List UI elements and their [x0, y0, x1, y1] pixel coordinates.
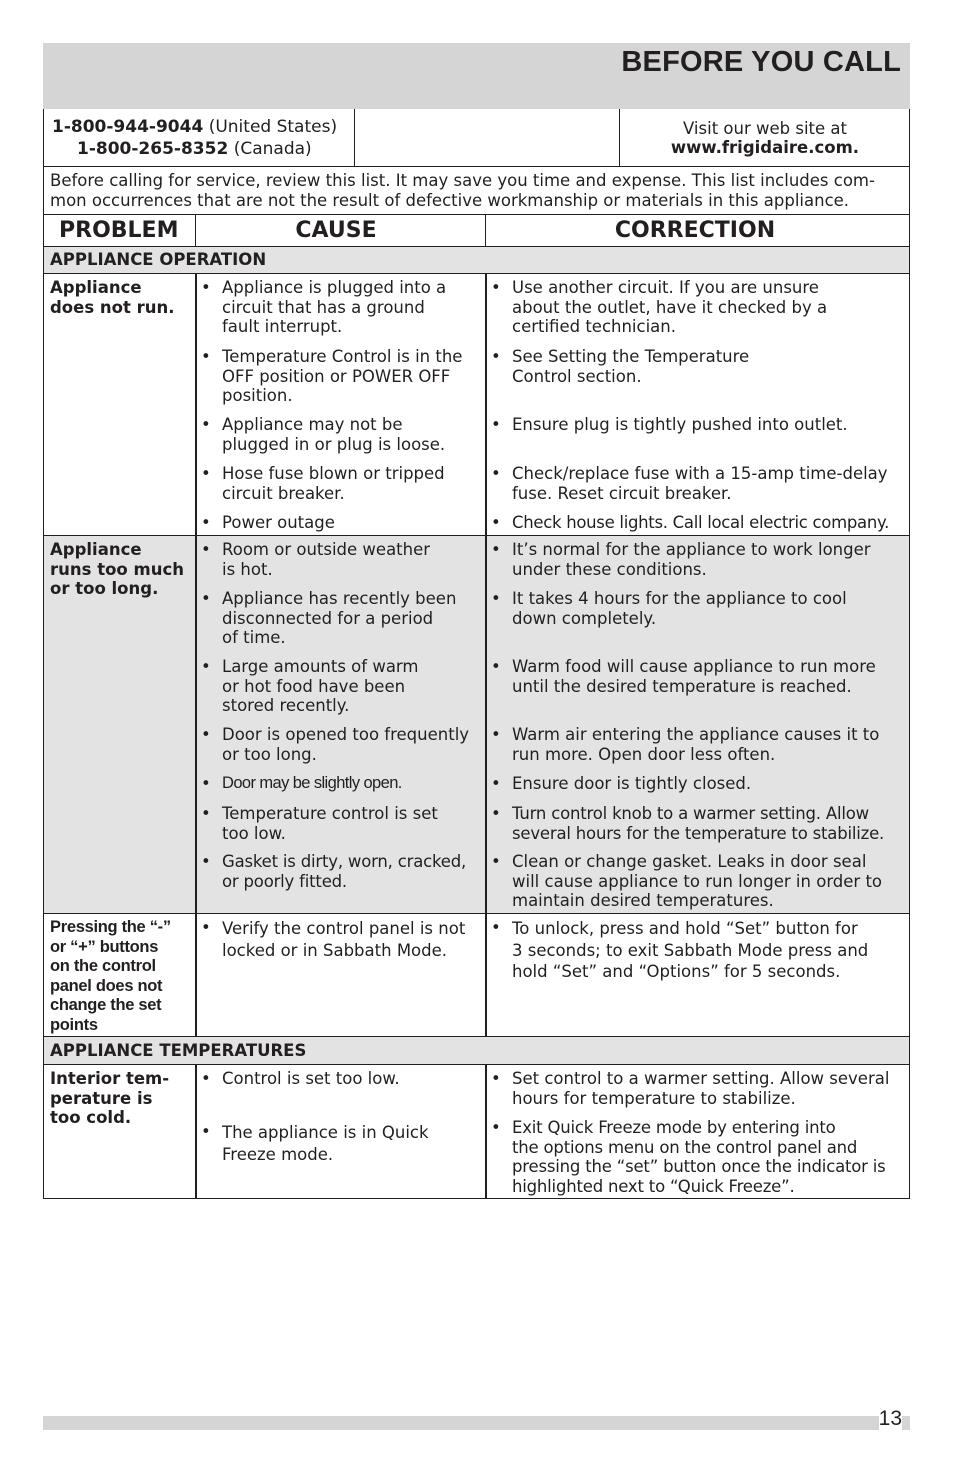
contact-blank-cell	[355, 109, 620, 166]
header-band	[43, 43, 910, 109]
phone-ca-label: (Canada)	[233, 139, 312, 159]
phone-us-line	[44, 116, 354, 138]
problem-group-too-cold: Interior tem- perature is too cold. • Control is set too low. • Set control to a warmer setting. Allow several hours for temperature to stabilize. • The appliance is in Quick Freeze mode. • Exit Quick Freeze mode by entering into the options menu on the control panel and pressing the “set” button once the indicator is highlighted next to “Quick Freeze”.	[43, 1065, 910, 1199]
page-number: 13	[878, 1407, 902, 1430]
contact-box	[43, 109, 910, 167]
column-header-cause: CAUSE	[195, 215, 486, 247]
intro-text: Before calling for service, review this list. It may save you time and expense. This list includes com- mon occurrences that are not the result of defective workmanship or materials in this appliance.	[43, 167, 910, 215]
problem-label: Pressing the “-” or “+” buttons on the control panel does not change the set points	[50, 918, 171, 1034]
section-title-text: APPLIANCE OPERATION	[50, 250, 267, 269]
problem-label: Appliance does not run.	[50, 278, 175, 317]
phone-us: 1-800-944-9044	[52, 117, 204, 137]
problem-label: Interior tem- perature is too cold.	[50, 1069, 170, 1127]
phone-ca-line	[44, 138, 354, 160]
phone-numbers	[44, 109, 355, 166]
section-title-temperatures	[43, 1037, 910, 1065]
website-info	[620, 109, 910, 166]
section-title-operation	[43, 247, 910, 274]
problem-group-does-not-run: Appliance does not run. • Appliance is plugged into a circuit that has a ground fault interrupt. • Use another circuit. If you are unsure about the outlet, have it checked by a certified technician. • Temperature Control is in the OFF position or POWER OFF position. • See Setting the Temperature Control section. • Appliance may not be plugged in or plug is loose. • Ensure plug is tightly pushed into outlet. • Hose fuse blown or tripped circuit breaker. • Check/replace fuse with a 15-amp time-delay fuse. Reset circuit breaker. • Power outage • Check house lights. Call local electric company.	[43, 274, 910, 536]
page-title: BEFORE YOU CALL	[621, 46, 901, 78]
column-header-problem: PROBLEM	[43, 215, 196, 247]
website-url: www.frigidaire.com.	[670, 138, 860, 157]
section-title-text: APPLIANCE TEMPERATURES	[50, 1041, 307, 1060]
website-intro: Visit our web site at	[683, 119, 847, 138]
phone-ca: 1-800-265-8352	[77, 139, 229, 159]
problem-label: Appliance runs too much or too long.	[50, 540, 184, 598]
problem-group-runs-too-much: Appliance runs too much or too long. • Room or outside weather is hot. • It’s normal for the appliance to work longer under these conditions. • Appliance has recently been disconnected for a period of time. • It takes 4 hours for the appliance to cool down completely. • Large amounts of warm or hot food have been stored recently. • Warm food will cause appliance to run more until the desired temperature is reached. • Door is opened too frequently or too long. • Warm air entering the appliance causes it to run more. Open door less often. • Door may be slightly open. • Ensure door is tightly closed. • Temperature control is set too low. • Turn control knob to a warmer setting. Allow several hours for the temperature to stabilize. • Gasket is dirty, worn, cracked, or poorly fitted. • Clean or change gasket. Leaks in door seal will cause appliance to run longer in order to maintain desired temperatures.	[43, 536, 910, 914]
problem-group-control-panel: Pressing the “-” or “+” buttons on the control panel does not change the set points • Verify the control panel is not locked or in Sabbath Mode. • To unlock, press and hold “Set” button for 3 seconds; to exit Sabbath Mode press and hold “Set” and “Options” for 5 seconds.	[43, 914, 910, 1037]
phone-us-label: (United States)	[208, 117, 338, 137]
column-header-correction: CORRECTION	[485, 215, 910, 247]
footer-band	[43, 1416, 910, 1430]
